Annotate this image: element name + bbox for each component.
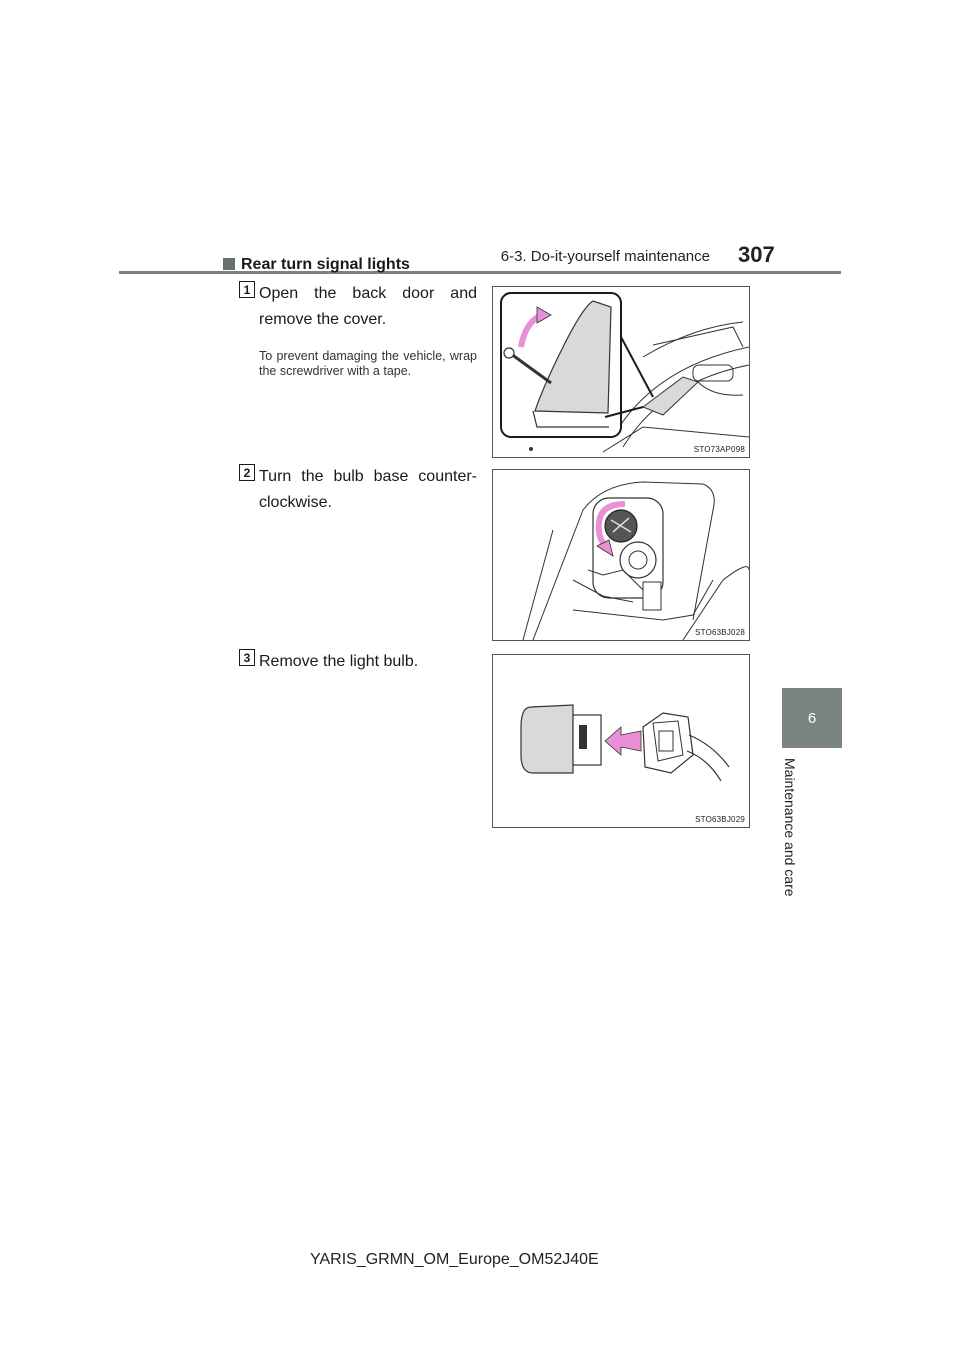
chapter-tab[interactable] [782,688,842,748]
figure-1-code: STO73AP098 [693,445,745,454]
step-2-number: 2 [243,465,251,480]
bulb-removal-illustration [493,655,749,827]
bulb-base-illustration [493,470,749,640]
figure-3-code: STO63BJ029 [695,815,745,824]
step-1-figure [492,286,750,458]
header-section-title: 6-3. Do-it-yourself maintenance [500,248,710,265]
step-3-badge [239,649,255,666]
step-3-figure [492,654,750,828]
section-heading-text: Rear turn signal lights [241,256,410,273]
document-id: YARIS_GRMN_OM_Europe_OM52J40E [310,1251,599,1268]
step-3-text: Remove the light bulb. [259,653,419,670]
step-1-note: To prevent damaging the vehicle, wrap the screwdriver with a tape. [259,349,477,378]
step-3-number: 3 [243,650,251,665]
heading-square-icon [223,258,235,270]
step-2-badge [239,464,255,481]
step-1-text: Open the back door and remove the cover. [259,285,477,328]
section-heading [223,256,410,274]
step-2-figure [492,469,750,641]
cover-removal-illustration [493,287,749,457]
step-1-number: 1 [243,282,251,297]
chapter-title-vertical [782,758,806,908]
step-2-text: Turn the bulb base counter-clockwise. [259,468,477,511]
figure-2-code: STO63BJ028 [695,628,745,637]
chapter-title: Maintenance and care [782,758,798,897]
step-1-badge [239,281,255,298]
chapter-number: 6 [807,709,817,727]
page-number: 307 [738,242,775,267]
